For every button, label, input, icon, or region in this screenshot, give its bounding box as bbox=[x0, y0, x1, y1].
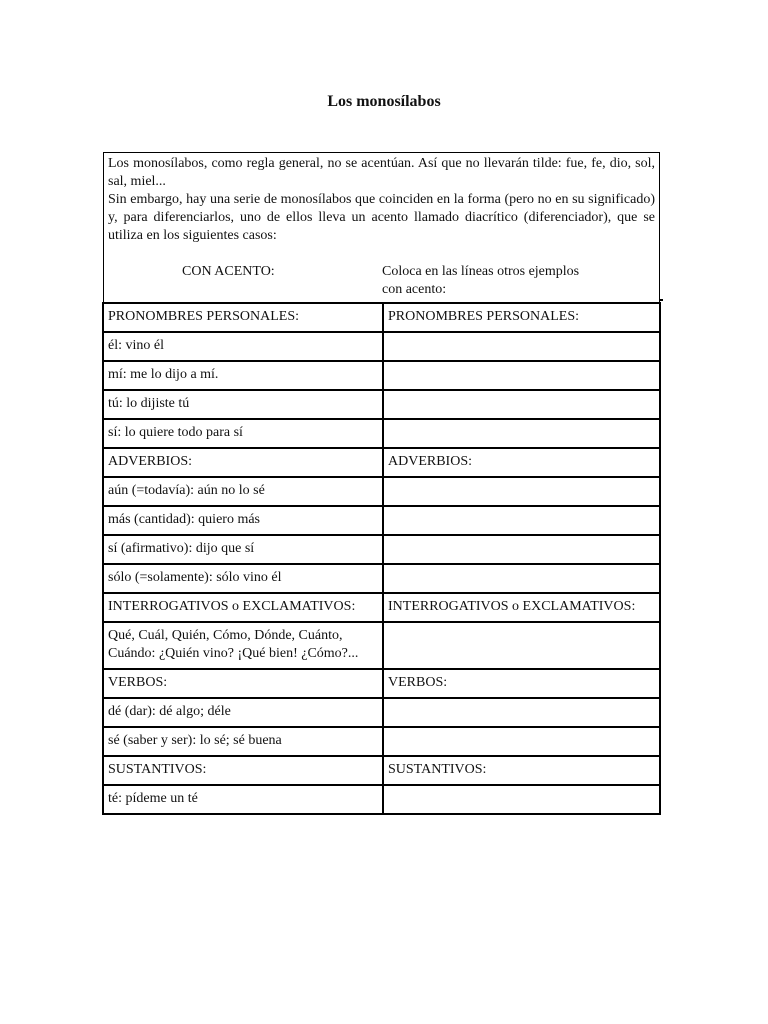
intro-box bbox=[103, 152, 660, 302]
example-cell: él: vino él bbox=[103, 332, 383, 361]
example-cell: sé (saber y ser): lo sé; sé buena bbox=[103, 727, 383, 756]
table-row bbox=[103, 698, 660, 727]
table-row bbox=[103, 361, 660, 390]
answer-blank-cell[interactable] bbox=[383, 506, 660, 535]
table-row bbox=[103, 756, 660, 785]
header-instructions bbox=[382, 263, 579, 299]
examples-table bbox=[102, 302, 661, 815]
intro-paragraph-rule: Los monosílabos, como regla general, no se acentúan. Así que no llevarán tilde: fue, fe, dio, sol, sal, miel... bbox=[108, 156, 655, 189]
answer-blank-cell[interactable] bbox=[383, 361, 660, 390]
example-cell: mí: me lo dijo a mí. bbox=[103, 361, 383, 390]
category-answer-cell: VERBOS: bbox=[383, 669, 660, 698]
answer-blank-cell[interactable] bbox=[383, 564, 660, 593]
example-cell: sí: lo quiere todo para sí bbox=[103, 419, 383, 448]
category-answer-cell: PRONOMBRES PERSONALES: bbox=[383, 303, 660, 332]
answer-blank-cell[interactable] bbox=[383, 535, 660, 564]
table-row bbox=[103, 564, 660, 593]
table-row bbox=[103, 303, 660, 332]
answer-blank-cell[interactable] bbox=[383, 332, 660, 361]
example-cell: VERBOS: bbox=[103, 669, 383, 698]
example-cell: ADVERBIOS: bbox=[103, 448, 383, 477]
page-title: Los monosílabos bbox=[327, 93, 441, 110]
answer-blank-cell[interactable] bbox=[383, 727, 660, 756]
column-headers bbox=[108, 263, 655, 307]
example-cell: más (cantidad): quiero más bbox=[103, 506, 383, 535]
table-row bbox=[103, 622, 660, 669]
table-row bbox=[103, 477, 660, 506]
examples-table-body bbox=[103, 303, 660, 814]
table-row bbox=[103, 535, 660, 564]
table-row bbox=[103, 419, 660, 448]
answer-blank-cell[interactable] bbox=[383, 698, 660, 727]
example-cell: sí (afirmativo): dijo que sí bbox=[103, 535, 383, 564]
table-row bbox=[103, 506, 660, 535]
table-row bbox=[103, 727, 660, 756]
answer-blank-cell[interactable] bbox=[383, 785, 660, 814]
table-row bbox=[103, 785, 660, 814]
example-cell: sólo (=solamente): sólo vino él bbox=[103, 564, 383, 593]
header-instructions-line2: con acento: bbox=[382, 282, 447, 297]
category-answer-cell: INTERROGATIVOS o EXCLAMATIVOS: bbox=[383, 593, 660, 622]
example-cell: SUSTANTIVOS: bbox=[103, 756, 383, 785]
answer-blank-cell[interactable] bbox=[383, 622, 660, 669]
example-cell: té: pídeme un té bbox=[103, 785, 383, 814]
example-cell: aún (=todavía): aún no lo sé bbox=[103, 477, 383, 506]
example-cell: dé (dar): dé algo; déle bbox=[103, 698, 383, 727]
example-cell: PRONOMBRES PERSONALES: bbox=[103, 303, 383, 332]
header-con-acento: CON ACENTO: bbox=[182, 264, 275, 279]
example-cell: Qué, Cuál, Quién, Cómo, Dónde, Cuánto, Cuándo: ¿Quién vino? ¡Qué bien! ¿Cómo?... bbox=[103, 622, 383, 669]
answer-blank-cell[interactable] bbox=[383, 419, 660, 448]
table-row bbox=[103, 390, 660, 419]
table-row bbox=[103, 332, 660, 361]
table-row bbox=[103, 669, 660, 698]
table-edge-mark bbox=[659, 299, 663, 301]
example-cell: INTERROGATIVOS o EXCLAMATIVOS: bbox=[103, 593, 383, 622]
example-cell: tú: lo dijiste tú bbox=[103, 390, 383, 419]
table-row bbox=[103, 593, 660, 622]
answer-blank-cell[interactable] bbox=[383, 477, 660, 506]
table-row bbox=[103, 448, 660, 477]
header-instructions-line1: Coloca en las líneas otros ejemplos bbox=[382, 264, 580, 279]
category-answer-cell: ADVERBIOS: bbox=[383, 448, 660, 477]
intro-paragraph-exception: Sin embargo, hay una serie de monosílabos que coinciden en la forma (pero no en su significado) y, para diferenciarlos, uno de ellos lleva un acento llamado diacrítico (diferenciador), que se utiliza en los siguientes casos: bbox=[108, 192, 655, 243]
category-answer-cell: SUSTANTIVOS: bbox=[383, 756, 660, 785]
answer-blank-cell[interactable] bbox=[383, 390, 660, 419]
